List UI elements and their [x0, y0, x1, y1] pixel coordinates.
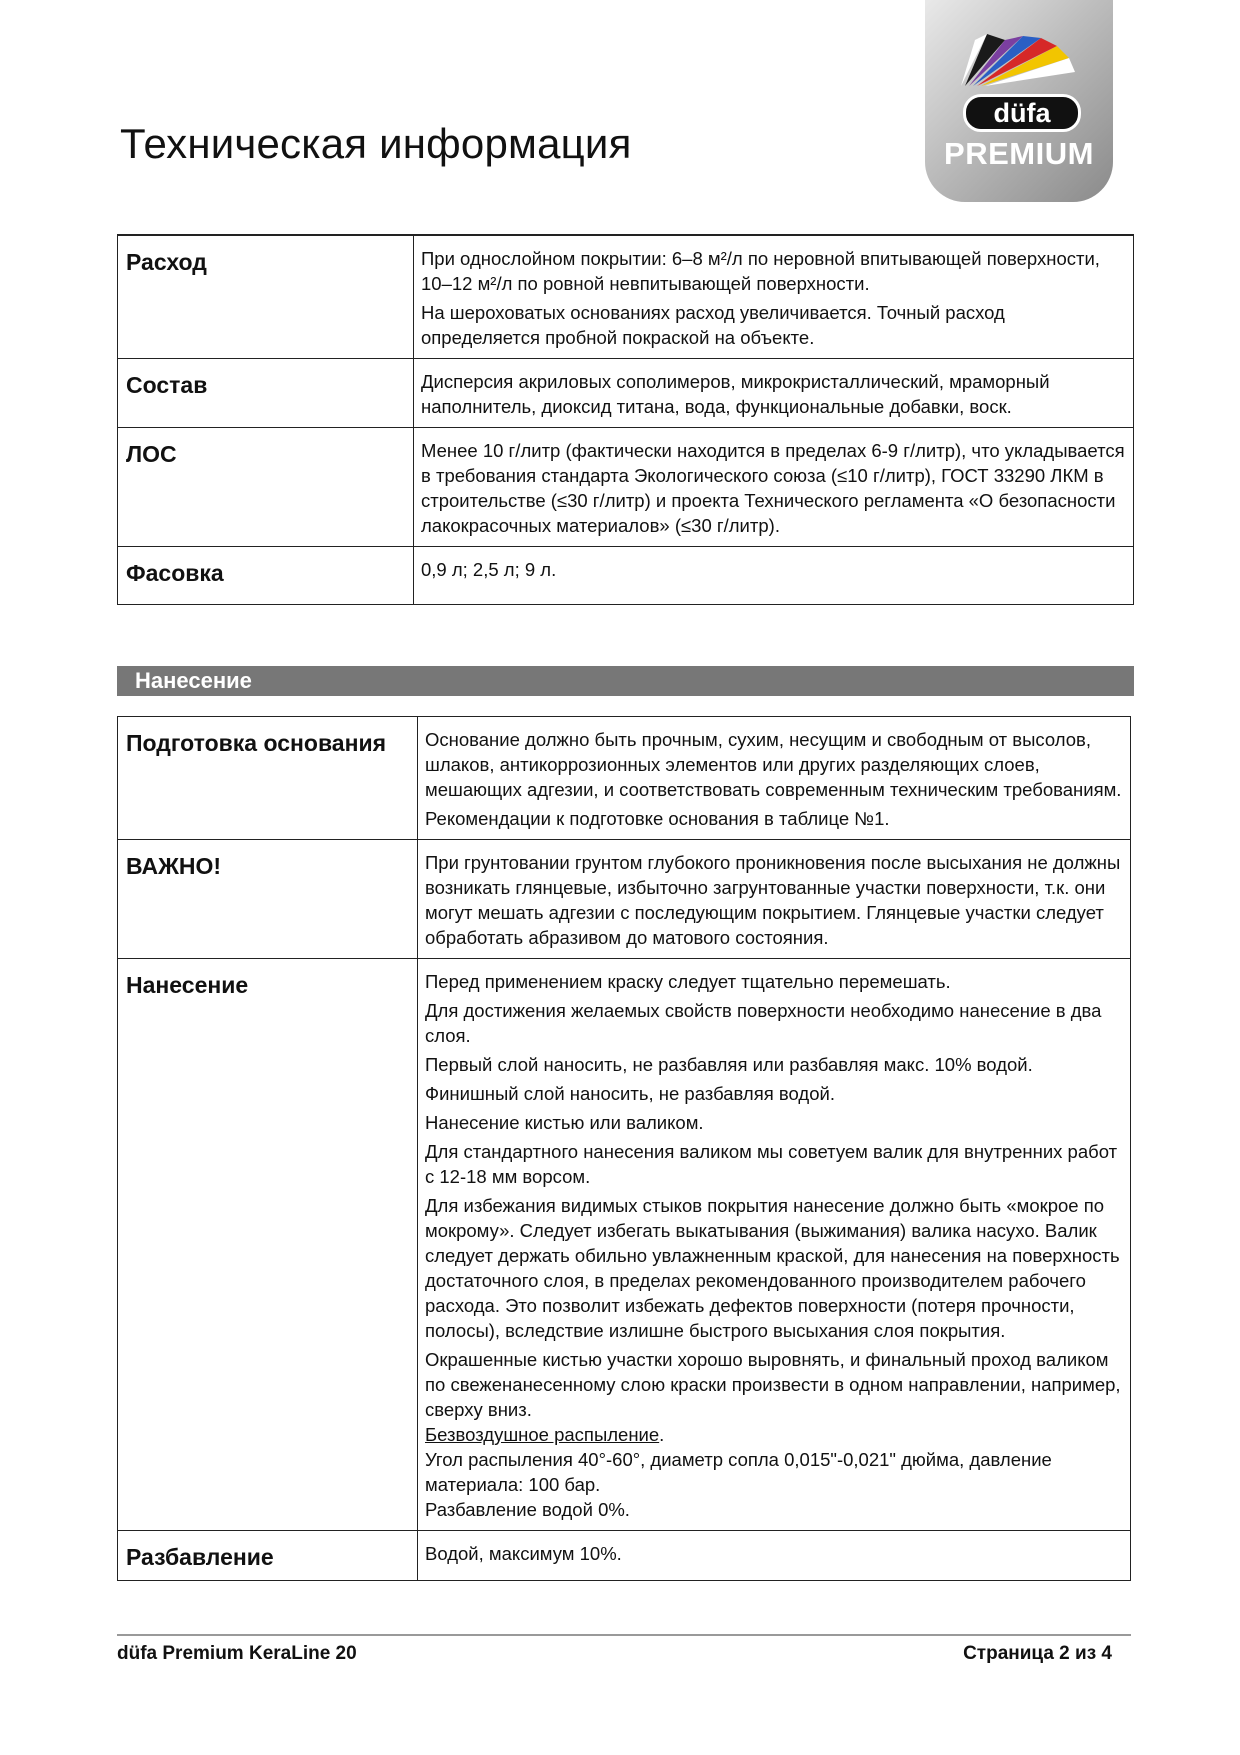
table-row — [118, 959, 1131, 1531]
value-paragraph: Дисперсия акриловых сополимеров, микрокристаллический, мраморный наполнитель, диоксид титана, вода, функциональные добавки, воск. — [421, 371, 1050, 417]
footer-divider — [117, 1634, 1131, 1636]
spray-title-dot: . — [659, 1424, 665, 1445]
row-label: Нанесение — [118, 959, 418, 1531]
row-label: Фасовка — [118, 547, 414, 605]
table-row — [118, 840, 1131, 959]
table-row — [118, 428, 1134, 547]
row-value — [414, 235, 1134, 359]
value-paragraph: Рекомендации к подготовке основания в таблице №1. — [425, 808, 890, 829]
value-paragraph: Для избежания видимых стыков покрытия нанесение должно быть «мокрое по мокрому». Следует избегать выкатывания (выжимания) валика насухо. Валик следует держать обильно увлажненным краской, для нанесения на поверхность достаточного слоя, в пределах рекомендованного производителем рабочего расхода. Это позволит избежать дефектов поверхности (потеря прочности, полосы), вследствие излишне быстрого высыхания слоя покрытия. — [425, 1195, 1120, 1341]
spray-title: Безвоздушное распыление — [425, 1424, 660, 1445]
value-paragraph: Менее 10 г/литр (фактически находится в пределах 6-9 г/литр), что укладывается в требования стандарта Экологического союза (≤10 г/литр), ГОСТ 33290 ЛКМ в строительстве (≤30 г/литр) и проекта Технического регламента «О безопасности лакокрасочных материалов» (≤30 г/литр). — [421, 440, 1125, 536]
row-label: Разбавление — [118, 1531, 418, 1581]
value-paragraph: Финишный слой наносить, не разбавляя водой. — [425, 1083, 835, 1104]
footer-product-name: düfa Premium KeraLine 20 — [117, 1643, 357, 1664]
value-paragraph: Основание должно быть прочным, сухим, несущим и свободным от высолов, шлаков, антикоррозионных элементов или других разделяющих слоев, мешающих адгезии, и соответствовать современным техническим требованиям. — [425, 729, 1122, 800]
color-fan-icon — [925, 0, 1113, 100]
row-label: Состав — [118, 359, 414, 428]
row-label: Расход — [118, 235, 414, 359]
row-label: ВАЖНО! — [118, 840, 418, 959]
application-table — [117, 716, 1131, 1581]
value-paragraph: Водой, максимум 10%. — [425, 1543, 622, 1564]
row-value — [414, 428, 1134, 547]
value-paragraph: Разбавление водой 0%. — [425, 1499, 630, 1520]
section-header: Нанесение — [117, 666, 1134, 696]
row-value — [418, 1531, 1131, 1581]
properties-table — [117, 234, 1134, 605]
table-row — [118, 1531, 1131, 1581]
table-row — [118, 235, 1134, 359]
value-paragraph: Для достижения желаемых свойств поверхности необходимо нанесение в два слоя. — [425, 1000, 1102, 1046]
brand-logo — [925, 0, 1113, 202]
value-paragraph: Угол распыления 40°-60°, диаметр сопла 0,015"-0,021" дюйма, давление материала: 100 бар. — [425, 1449, 1052, 1495]
table-row — [118, 359, 1134, 428]
spray-heading — [425, 1422, 1124, 1447]
table-row — [118, 717, 1131, 840]
row-value — [418, 959, 1131, 1531]
row-value — [418, 840, 1131, 959]
page-title: Техническая информация — [120, 120, 632, 167]
row-value — [414, 359, 1134, 428]
value-paragraph: Для стандартного нанесения валиком мы советуем валик для внутренних работ с 12-18 мм ворсом. — [425, 1141, 1118, 1187]
logo-brand-text: düfa — [963, 94, 1081, 132]
value-paragraph: Перед применением краску следует тщательно перемешать. — [425, 971, 951, 992]
logo-premium-text: PREMIUM — [944, 136, 1094, 171]
value-paragraph: Окрашенные кистью участки хорошо выровнять, и финальный проход валиком по свеженанесенному слою краски произвести в одном направлении, например, сверху вниз. — [425, 1349, 1121, 1420]
value-paragraph: На шероховатых основаниях расход увеличивается. Точный расход определяется пробной покраской на объекте. — [421, 302, 1005, 348]
row-label: Подготовка основания — [118, 717, 418, 840]
value-paragraph: Первый слой наносить, не разбавляя или разбавляя макс. 10% водой. — [425, 1054, 1033, 1075]
value-paragraph: 0,9 л; 2,5 л; 9 л. — [421, 559, 557, 580]
value-paragraph: При грунтовании грунтом глубокого проникновения после высыхания не должны возникать глянцевые, избыточно загрунтованные участки поверхности, т.к. они могут мешать адгезии с последующим покрытием. Глянцевые участки следует обработать абразивом до матового состояния. — [425, 852, 1121, 948]
row-value — [418, 717, 1131, 840]
value-paragraph: При однослойном покрытии: 6–8 м²/л по неровной впитывающей поверхности, 10–12 м²/л по ровной невпитывающей поверхности. — [421, 248, 1100, 294]
row-value — [414, 547, 1134, 605]
table-row — [118, 547, 1134, 605]
row-label: ЛОС — [118, 428, 414, 547]
footer-page-number: Страница 2 из 4 — [963, 1643, 1112, 1664]
value-paragraph: Нанесение кистью или валиком. — [425, 1112, 704, 1133]
